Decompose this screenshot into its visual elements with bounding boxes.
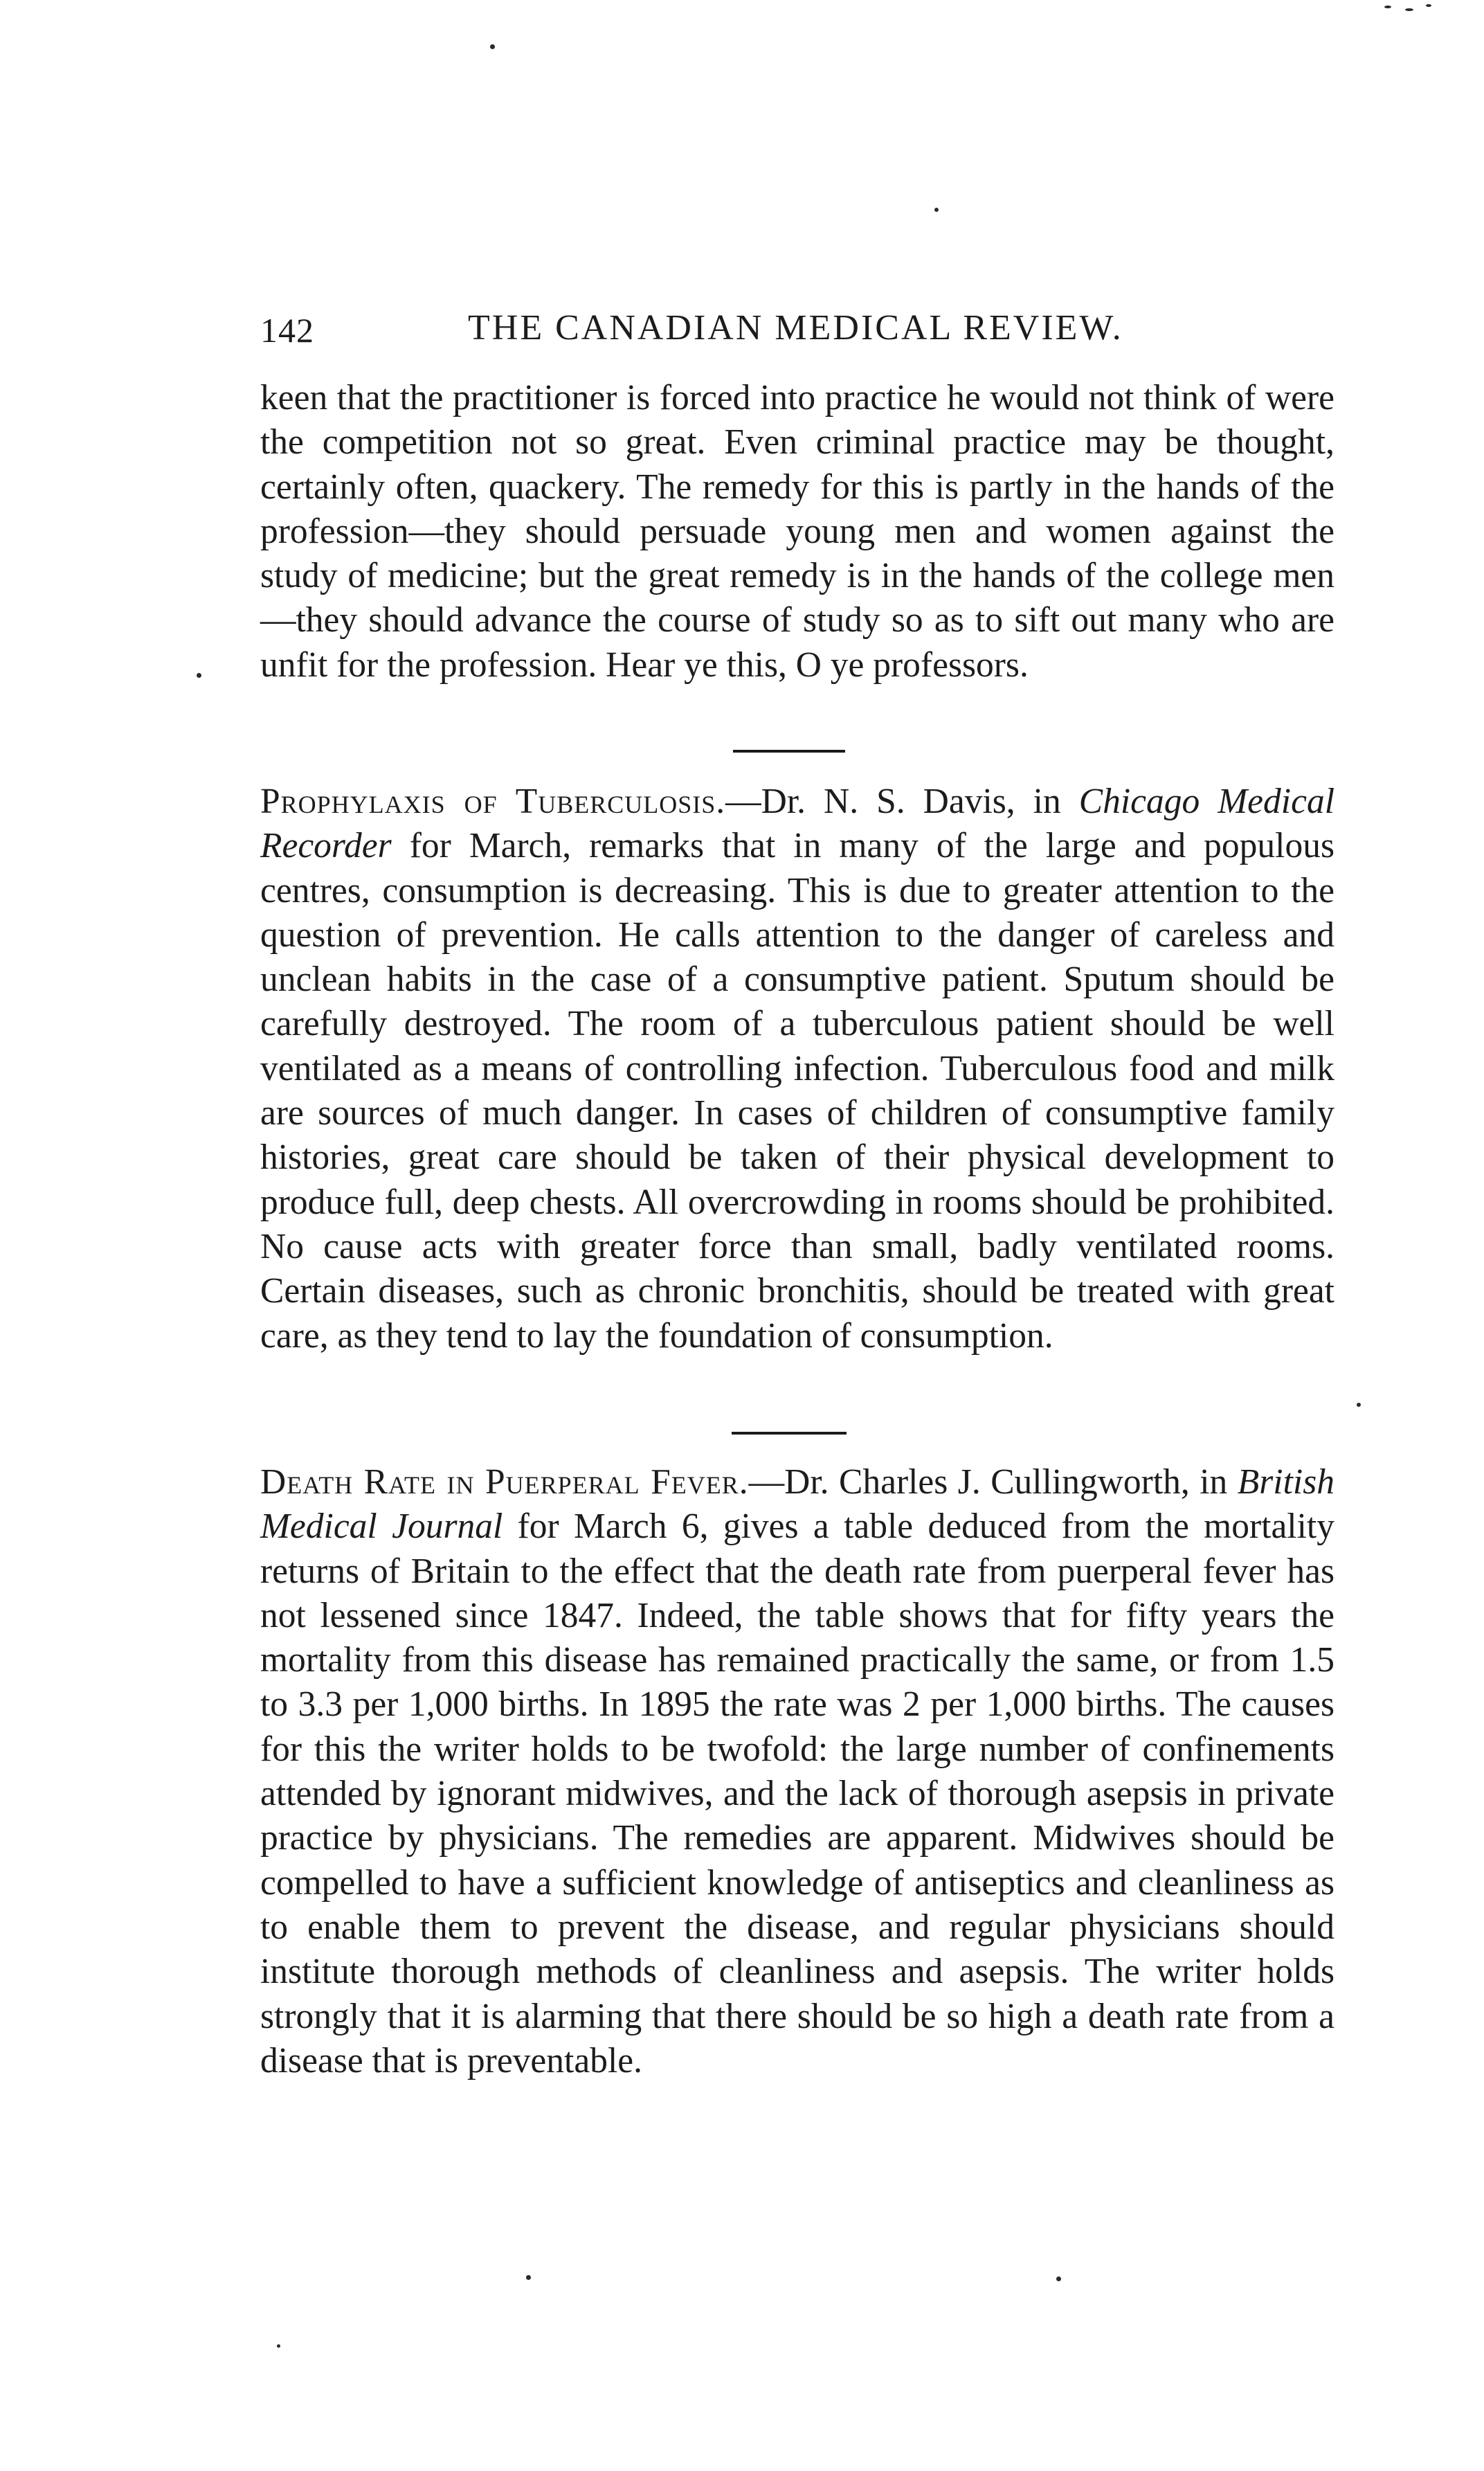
journal-title: Chicago Medical Recorder bbox=[260, 782, 1335, 866]
article-text: for March 6, gives a table deduced from the mortality returns of Britain to the effect that the death rate from puerperal fever has not lessened since 1847. Indeed, the table shows that for fifty years the mortality from this disease has remained practically the same, or from 1.5 to 3.3 per 1,000 births. In 1895 the rate was 2 per 1,000 births. The causes for this the writer holds to be twofold: the large number of confinements attended by ignorant midwives, and the lack of thorough asepsis in private practice by physicians. The remedies are apparent. Midwives should be compelled to have a sufficient knowledge of antiseptics and cleanliness as to enable them to prevent the disease, and regular physicians should institute thorough methods of cleanliness and asepsis. The writer holds strongly that it is alarming that there should be so high a death rate from a disease that is preventable. bbox=[260, 1507, 1334, 2081]
article-body bbox=[260, 780, 1334, 1358]
scan-speck bbox=[1384, 6, 1391, 8]
article-puerperal-fever bbox=[260, 1460, 1334, 2083]
article-text-lead: —Dr. N. S. Davis, in bbox=[725, 782, 1079, 821]
scan-speck bbox=[277, 2344, 280, 2348]
scan-speck bbox=[197, 673, 201, 678]
section-divider bbox=[733, 750, 845, 753]
section-divider bbox=[732, 1432, 847, 1435]
scan-speck bbox=[1426, 4, 1431, 7]
running-head: THE CANADIAN MEDICAL REVIEW. bbox=[468, 308, 1123, 348]
intro-text: keen that the practitioner is forced into practice he would not think of were the competition not so great. Even criminal practice may be thought, certainly often, quackery. The remedy for this is partly in the hands of the profession—they should persuade young men and women against the study of medicine; but the great remedy is in the hands of the college men—they should advance the course of study so as to sift out many who are unfit for the profession. Hear ye this, O ye professors. bbox=[260, 378, 1334, 685]
article-heading: Prophylaxis of Tuberculosis. bbox=[260, 782, 726, 821]
scan-speck bbox=[1056, 2276, 1061, 2281]
article-body bbox=[260, 1460, 1334, 2083]
scan-speck bbox=[526, 2275, 531, 2280]
article-text-lead: —Dr. Charles J. Cullingworth, in bbox=[748, 1462, 1238, 1502]
page-number: 142 bbox=[260, 311, 314, 350]
article-text: for March, remarks that in many of the large and populous centres, consumption is decreasing. This is due to greater attention to the question of prevention. He calls attention to the danger of careless and unclean habits in the case of a consumptive patient. Sputum should be carefully destroyed. The room of a tuberculous patient should be well ventilated as a means of controlling infection. Tuberculous food and milk are sources of much danger. In cases of children of consumptive family histories, great care should be taken of their physical development to produce full, deep chests. All overcrowding in rooms should be prohibited. No cause acts with greater force than small, badly ventilated rooms. Certain diseases, such as chronic bronchitis, should be treated with great care, as they tend to lay the foundation of consumption. bbox=[260, 826, 1334, 1356]
scan-speck bbox=[1405, 8, 1413, 11]
intro-paragraph bbox=[260, 376, 1334, 688]
scan-speck bbox=[1357, 1403, 1361, 1407]
journal-title: British Medical Journal bbox=[260, 1462, 1334, 1547]
article-heading: Death Rate in Puerperal Fever. bbox=[260, 1462, 749, 1502]
scan-speck bbox=[490, 44, 495, 49]
article-tuberculosis bbox=[260, 780, 1334, 1358]
page-header bbox=[260, 303, 1153, 359]
scan-speck bbox=[934, 208, 939, 212]
